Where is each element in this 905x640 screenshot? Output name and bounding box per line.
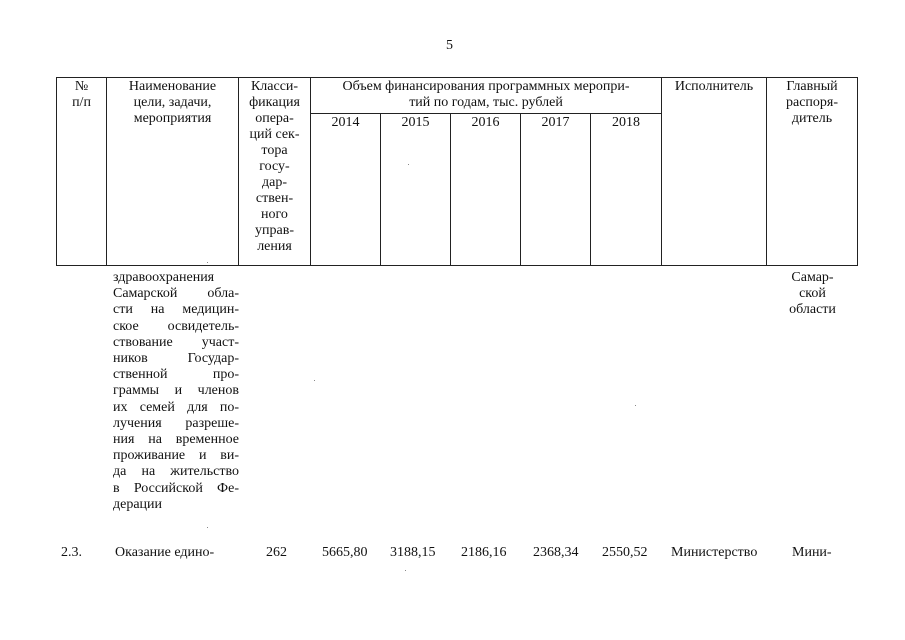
continuation-name-text: здравоохранения Самарской обла- сти на медицин- ское освидетель- ствование участ- ников Государ- ственной про- граммы и членов их семей для по- лучения разреше- ния на временное проживание и ви- да на жительство в Российской Фе- дерации <box>113 270 239 512</box>
header-year-2018: 2018 <box>591 114 662 266</box>
header-main-manager: Главный распоря- дитель <box>767 78 858 266</box>
header-year-2015: 2015 <box>381 114 451 266</box>
row-value-2018: 2550,52 <box>602 545 648 560</box>
row-value-2014: 5665,80 <box>322 545 368 560</box>
header-year-2017: 2017 <box>521 114 591 266</box>
scan-speck <box>408 164 409 165</box>
header-executor: Исполнитель <box>662 78 767 266</box>
scan-speck <box>314 380 315 381</box>
scan-speck <box>207 527 208 528</box>
row-main-manager: Мини- <box>792 545 832 560</box>
header-num: № п/п <box>57 78 107 266</box>
row-class: 262 <box>266 545 287 560</box>
row-value-2015: 3188,15 <box>390 545 436 560</box>
scan-speck <box>207 262 208 263</box>
header-name: Наименование цели, задачи, мероприятия <box>107 78 239 266</box>
scan-speck <box>635 405 636 406</box>
header-class: Класси- фикация опера- ций сек- тора госу- дар- ствен- ного управ- ления <box>239 78 311 266</box>
header-year-2014: 2014 <box>311 114 381 266</box>
row-name: Оказание едино- <box>115 545 215 560</box>
header-volume: Объем финансирования программных меропри- тий по годам, тыс. рублей <box>311 78 662 114</box>
row-number: 2.3. <box>61 545 82 560</box>
row-value-2016: 2186,16 <box>461 545 507 560</box>
continuation-main-manager: Самар- ской области <box>789 270 836 318</box>
row-executor: Министерство <box>671 545 758 560</box>
scan-speck <box>405 570 406 571</box>
page-number: 5 <box>446 38 453 53</box>
header-year-2016: 2016 <box>451 114 521 266</box>
row-value-2017: 2368,34 <box>533 545 579 560</box>
header-table <box>56 77 858 266</box>
